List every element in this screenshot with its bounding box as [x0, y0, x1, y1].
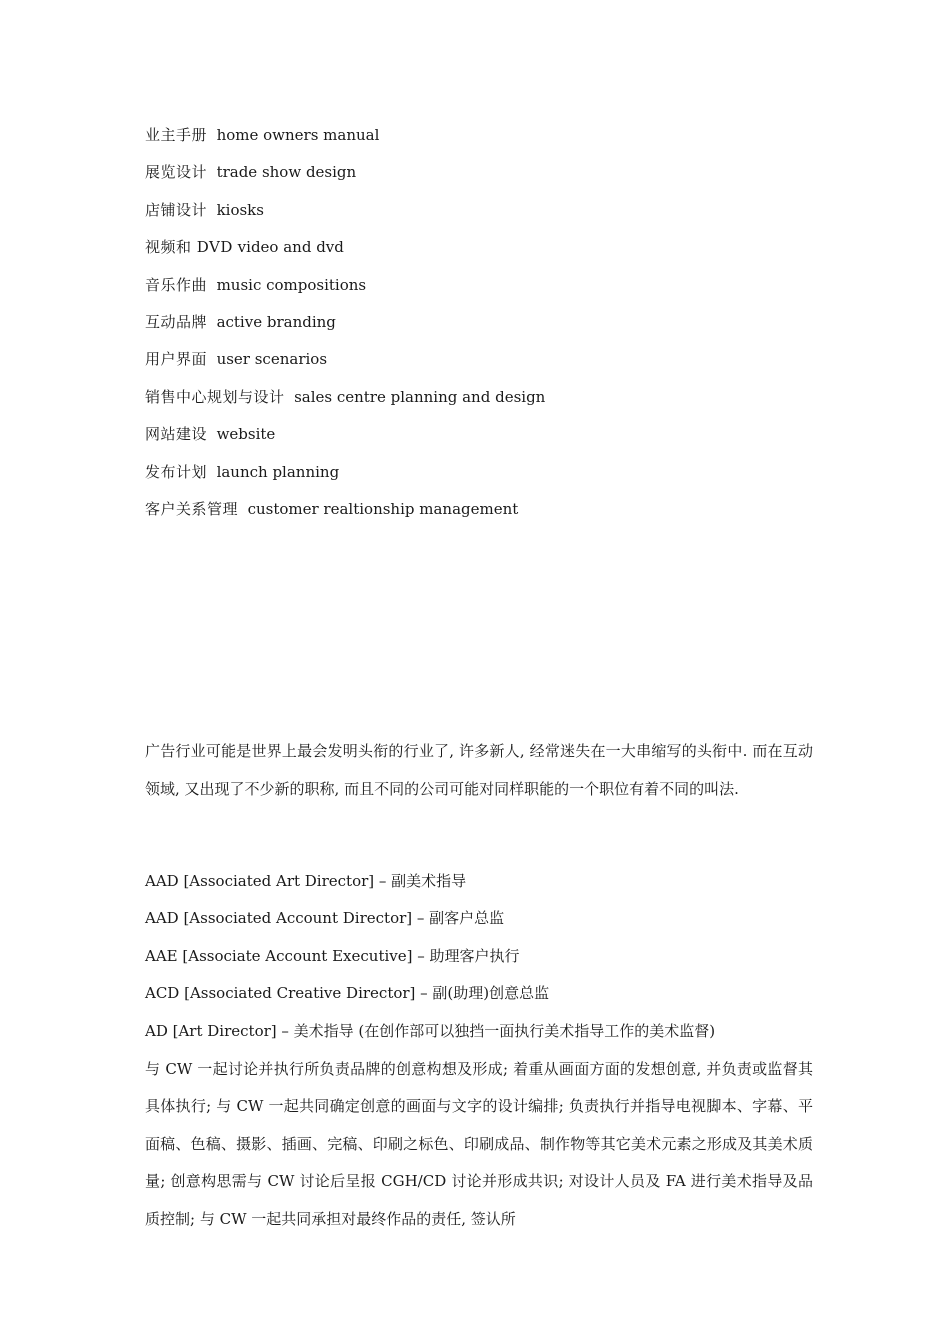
- list-item: [145, 160, 825, 197]
- list-item: [145, 310, 825, 347]
- service-en: active branding: [216, 312, 336, 331]
- list-item: [145, 497, 825, 534]
- list-item: [145, 347, 825, 384]
- service-en: website: [216, 425, 276, 444]
- job-title-item: AD [Art Director] – 美术指导 (在创作部可以独挡一面执行美术指导工作的美术监督): [145, 1021, 716, 1040]
- service-zh: 网站建设: [145, 425, 208, 444]
- job-title-item: AAD [Associated Art Director] – 副美术指导: [145, 872, 467, 890]
- service-zh: 销售中心规划与设计: [145, 387, 285, 406]
- service-zh: 用户界面: [145, 350, 208, 369]
- list-item: [145, 460, 825, 497]
- service-zh: 视频和 DVD: [145, 238, 233, 257]
- service-zh: 音乐作曲: [145, 275, 208, 294]
- job-title-item: AAE [Associate Account Executive] – 助理客户执行: [145, 946, 520, 965]
- job-title-item: AAD [Associated Account Director] – 副客户总监: [145, 909, 505, 928]
- service-en: user scenarios: [216, 350, 328, 369]
- services-list: [145, 123, 825, 534]
- service-zh: 店铺设计: [145, 200, 208, 219]
- service-en: customer realtionship management: [247, 499, 519, 518]
- job-titles-list: [145, 869, 813, 1056]
- service-en: trade show design: [216, 163, 357, 182]
- service-en: home owners manual: [216, 126, 380, 144]
- list-item: [145, 385, 825, 422]
- service-en: launch planning: [216, 462, 340, 481]
- art-director-description: 与 CW 一起讨论并执行所负责品牌的创意构想及形成; 着重从画面方面的发想创意, 并负责或监督其具体执行; 与 CW 一起共同确定创意的画面与文字的设计编排; 负责执行并指导电视脚本、字幕、平面稿、色稿、摄影、插画、完稿、印刷之标色、印刷成品、制作物等其它美术元素之形成及其美术质量; 创意构思需与 CW 讨论后呈报 CGH/CD 讨论并形成共识; 对设计人员及 FA 进行美术指导及品质控制; 与 CW 一起共同承担对最终作品的责任, 签认所: [145, 1060, 813, 1228]
- service-en: kiosks: [216, 200, 264, 219]
- list-item: [145, 123, 825, 160]
- list-item: [145, 198, 825, 235]
- service-zh: 发布计划: [145, 462, 208, 481]
- job-title-item: ACD [Associated Creative Director] – 副(助理)创意总监: [145, 984, 550, 1003]
- service-en: music compositions: [216, 275, 367, 294]
- service-zh: 展览设计: [145, 163, 208, 182]
- list-item: [145, 422, 825, 459]
- service-zh: 互动品牌: [145, 312, 208, 331]
- service-zh: 业主手册: [145, 126, 208, 144]
- service-en: video and dvd: [237, 238, 344, 257]
- service-en: sales centre planning and design: [294, 387, 546, 406]
- list-item: [145, 235, 825, 272]
- intro-paragraph: 广告行业可能是世界上最会发明头衔的行业了, 许多新人, 经常迷失在一大串缩写的头衔中. 而在互动领域, 又出现了不少新的职称, 而且不同的公司可能对同样职能的一个职位有着不同的叫法.: [145, 742, 813, 798]
- list-item: [145, 273, 825, 310]
- service-zh: 客户关系管理: [145, 499, 239, 518]
